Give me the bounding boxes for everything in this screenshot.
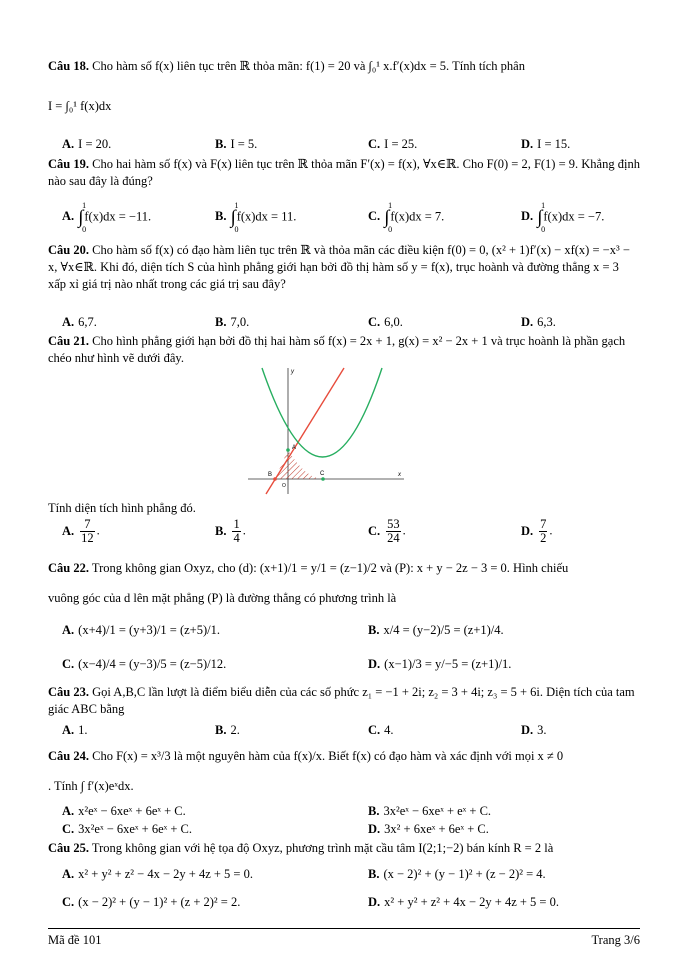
- question-label: Câu 19.: [48, 157, 89, 171]
- question-25-options-row1: [62, 866, 640, 884]
- integral-sign: ∫ 1 0: [78, 201, 87, 234]
- exam-code: Mã đề 101: [48, 933, 102, 947]
- question-text: Cho hàm số f(x) liên tục trên ℝ thỏa mãn: f(1) = 20 và ∫₀¹ x.f′(x)dx = 5. Tính tích phân: [92, 59, 525, 73]
- question-19-options: [62, 201, 640, 234]
- option-d[interactable]: D. I = 15.: [521, 137, 571, 151]
- question-text: Trong không gian với hệ tọa độ Oxyz, phương trình mặt cầu tâm I(2;1;−2) bán kính R = 2 là: [91, 841, 554, 855]
- option-c[interactable]: C. 4.: [368, 723, 394, 737]
- option-d[interactable]: D. ∫ 1 0 f(x)dx = −7.: [521, 201, 605, 234]
- question-22-options-row1: [62, 622, 640, 640]
- option-a[interactable]: A. x²eˣ − 6xeˣ + 6eˣ + C.: [62, 804, 186, 818]
- area-graph: [246, 366, 406, 496]
- question-text-2: . Tính ∫ f′(x)eˣdx.: [48, 779, 134, 793]
- question-label: Câu 21.: [48, 334, 89, 348]
- option-b[interactable]: B. 2.: [215, 723, 240, 737]
- label-o: O: [282, 483, 286, 489]
- question-label: Câu 24.: [48, 749, 89, 763]
- option-b[interactable]: B. (x − 2)² + (y − 1)² + (z − 2)² = 4.: [368, 867, 546, 881]
- question-label: Câu 22.: [48, 561, 89, 575]
- integral-sign: ∫ 1 0: [537, 201, 546, 234]
- exam-page: [48, 0, 640, 971]
- question-label: Câu 23.: [48, 685, 89, 699]
- point-b: [273, 477, 277, 481]
- option-b[interactable]: B. 7,0.: [215, 315, 250, 329]
- question-label: Câu 20.: [48, 243, 89, 257]
- page-footer: [48, 928, 640, 949]
- question-23: [48, 684, 640, 718]
- question-24-options-row2: [62, 821, 640, 839]
- parabola-g: [262, 368, 382, 457]
- question-text: Trong không gian Oxyz, cho (d): (x+1)/1 = y/1 = (z−1)/2 và (P): x + y − 2z − 3 = 0. Hình chiếu: [91, 561, 569, 575]
- question-18-formula: [48, 98, 640, 115]
- question-18: [48, 58, 640, 75]
- option-d[interactable]: D. x² + y² + z² + 4x − 2y + 4z + 5 = 0.: [368, 895, 559, 909]
- question-18-options: [62, 136, 640, 154]
- option-b[interactable]: B. 3x²eˣ − 6xeˣ + eˣ + C.: [368, 804, 492, 818]
- option-d[interactable]: D. 3x² + 6xeˣ + 6eˣ + C.: [368, 822, 489, 836]
- point-c: [321, 477, 325, 481]
- option-a[interactable]: A. x² + y² + z² − 4x − 2y + 4z + 5 = 0.: [62, 867, 253, 881]
- option-a[interactable]: A. I = 20.: [62, 137, 112, 151]
- label-x: x: [398, 472, 401, 478]
- ask-text: Tính diện tích hình phẳng đó.: [48, 501, 196, 515]
- option-a[interactable]: A. 6,7.: [62, 315, 97, 329]
- question-label: Câu 18.: [48, 59, 89, 73]
- option-d[interactable]: D. 6,3.: [521, 315, 556, 329]
- question-text-2: vuông góc của d lên mặt phẳng (P) là đường thẳng có phương trình là: [48, 591, 397, 605]
- point-a: [286, 448, 290, 452]
- question-text: Gọi A,B,C lần lượt là điểm biểu diễn của các số phức z₁ = −1 + 2i; z₂ = 3 + 4i; z₃ = 5 + 6i. Diện tích của tam giác ABC bằng: [48, 685, 635, 716]
- label-a: A: [292, 445, 297, 451]
- page-number: Trang 3/6: [591, 933, 640, 947]
- option-c[interactable]: C. ∫ 1 0 f(x)dx = 7.: [368, 201, 445, 234]
- question-20-options: [62, 314, 640, 332]
- question-22: [48, 560, 640, 577]
- question-text: Cho hình phẳng giới hạn bởi đồ thị hai hàm số f(x) = 2x + 1, g(x) = x² − 2x + 1 và trục hoành là phần gạch chéo như hình vẽ dưới đây.: [48, 334, 626, 365]
- option-a[interactable]: A. $\frac{7}{12}$ .: [62, 517, 100, 546]
- question-20: [48, 242, 640, 293]
- question-text: Cho F(x) = x³/3 là một nguyên hàm của f(x)/x. Biết f(x) có đạo hàm và xác định với mọi x ≠ 0: [92, 749, 564, 763]
- option-a[interactable]: A. 1.: [62, 723, 88, 737]
- question-21-options: [62, 518, 640, 548]
- label-b: B: [268, 472, 273, 478]
- option-d[interactable]: D. 3.: [521, 723, 547, 737]
- option-c[interactable]: C. $\frac{53}{24}$ .: [368, 517, 406, 546]
- question-22-line2: [48, 590, 640, 607]
- question-25: [48, 840, 640, 857]
- option-b[interactable]: B. ∫ 1 0 f(x)dx = 11.: [215, 201, 297, 234]
- option-d[interactable]: D. $\frac{7}{2}$ .: [521, 517, 553, 546]
- question-label: Câu 25.: [48, 841, 89, 855]
- question-19: [48, 156, 640, 190]
- question-24-line2: [48, 778, 640, 795]
- option-c[interactable]: C. I = 25.: [368, 137, 418, 151]
- option-a[interactable]: A. (x+4)/1 = (y+3)/1 = (z+5)/1.: [62, 623, 220, 637]
- question-text: Cho hai hàm số f(x) và F(x) liên tục trên ℝ thỏa mãn F′(x) = f(x), ∀x∈ℝ. Cho F(0) = 2, F(1) = 9. Khẳng định nào sau đây là đúng?: [48, 157, 640, 188]
- question-21-ask: [48, 500, 640, 517]
- question-25-options-row2: [62, 894, 640, 912]
- hatched-region: [275, 450, 323, 479]
- label-y: y: [291, 369, 294, 375]
- question-24-options-row1: [62, 803, 640, 821]
- formula: I = ∫₀¹ f(x)dx: [48, 99, 112, 113]
- option-c[interactable]: C. (x − 2)² + (y − 1)² + (z + 2)² = 2.: [62, 895, 241, 909]
- integral-sign: ∫ 1 0: [230, 201, 239, 234]
- option-c[interactable]: C. (x−4)/4 = (y−3)/5 = (z−5)/12.: [62, 657, 227, 671]
- question-21: [48, 333, 640, 367]
- question-text: Cho hàm số f(x) có đạo hàm liên tục trên ℝ và thỏa mãn các điều kiện f(0) = 0, (x² + 1)f′(x) − xf(x) = −x³ − x, ∀x∈ℝ. Khi đó, diện tích S của hình phẳng giới hạn bởi đồ thị hàm số y = f(x), trục hoành và đường thẳng x = 3 xấp xỉ giá trị nào nhất trong các giá trị sau đây?: [48, 243, 630, 291]
- option-b[interactable]: B. $\frac{1}{4}$ .: [215, 517, 246, 546]
- question-23-options: [62, 722, 640, 740]
- option-c[interactable]: C. 6,0.: [368, 315, 403, 329]
- option-a[interactable]: A. ∫ 1 0 f(x)dx = −11.: [62, 201, 152, 234]
- question-24: [48, 748, 640, 765]
- label-c: C: [320, 471, 325, 477]
- integral-sign: ∫ 1 0: [384, 201, 393, 234]
- option-b[interactable]: B. I = 5.: [215, 137, 258, 151]
- option-c[interactable]: C. 3x²eˣ − 6xeˣ + 6eˣ + C.: [62, 822, 192, 836]
- option-b[interactable]: B. x/4 = (y−2)/5 = (z+1)/4.: [368, 623, 504, 637]
- option-d[interactable]: D. (x−1)/3 = y/−5 = (z+1)/1.: [368, 657, 512, 671]
- question-22-options-row2: [62, 656, 640, 674]
